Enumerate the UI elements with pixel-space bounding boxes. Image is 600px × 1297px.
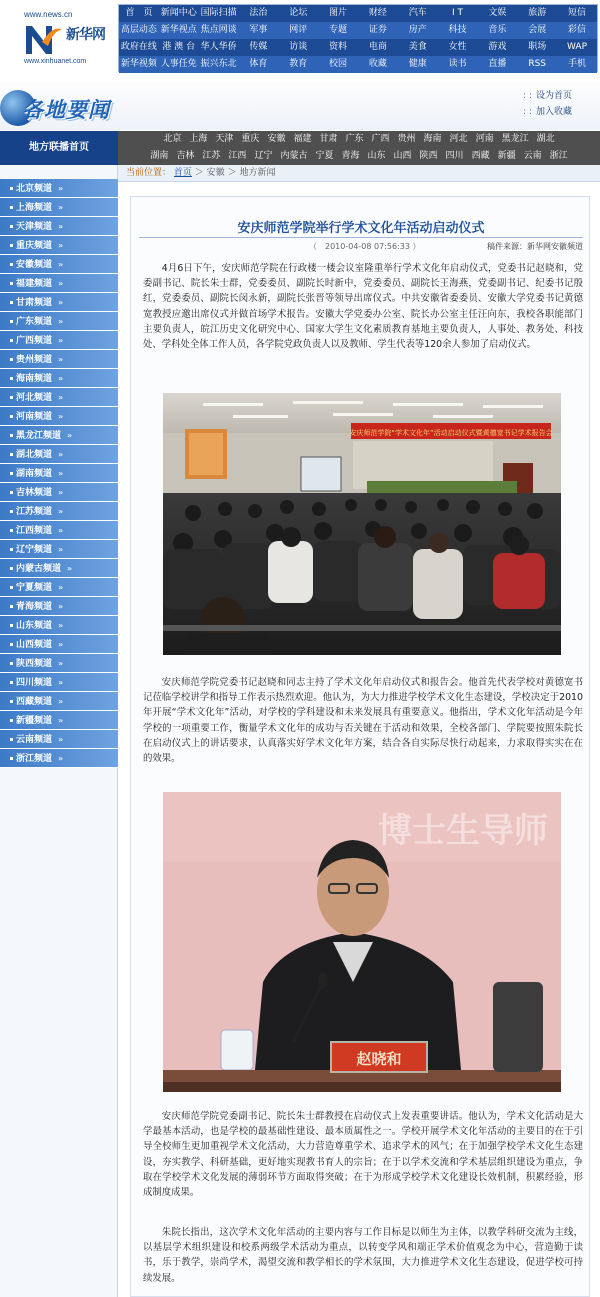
province-link[interactable]: 陕西 [419, 151, 438, 161]
bullet-icon [10, 339, 13, 342]
topnav-item[interactable]: 新闻中心 [160, 8, 197, 18]
photo-meeting-hall [163, 393, 561, 655]
article-paragraph-4: 朱院长指出，这次学术文化年活动的主要内容与工作目标是以师生为主体，以教学科研交流为主线，以基层学术组织建设和校系两级学术活动为重点，以转变学风和端正学术价值观念为中心，营造勤于读书，乐于教学，崇尚学术，渴望交流和教学相长的学术氛围，大力推进学术文化生态建设，促进学校可持续发展。 [143, 1227, 583, 1284]
chevron-right-icon: » [58, 545, 64, 554]
channel-list [0, 179, 118, 768]
meeting-hall-photo [163, 393, 561, 655]
topnav-item[interactable]: 教育 [289, 59, 308, 69]
topnav-item[interactable]: 财经 [368, 8, 387, 18]
province-link[interactable]: 广东 [345, 134, 364, 144]
title-divider [139, 237, 583, 238]
topnav-item[interactable]: 游戏 [488, 42, 507, 52]
channel-label: 安徽频道 [16, 260, 53, 270]
bullet-icon [10, 643, 13, 646]
logo-text: 新华网 [66, 27, 105, 43]
chevron-right-icon: » [58, 450, 64, 459]
topnav-item[interactable]: 房产 [408, 25, 427, 35]
topnav-item[interactable]: 短信 [568, 8, 587, 18]
topnav-item[interactable]: 焦点网谈 [200, 25, 237, 35]
province-link[interactable]: 海南 [423, 134, 442, 144]
topnav-item[interactable]: 振兴东北 [200, 59, 237, 69]
topnav-item[interactable]: 文娱 [488, 8, 507, 18]
channel-link[interactable] [0, 616, 118, 635]
topnav-item[interactable]: 彩信 [568, 25, 587, 35]
channel-link[interactable] [0, 350, 118, 369]
topnav-item[interactable]: 健康 [408, 59, 427, 69]
bullet-icon [10, 757, 13, 760]
chevron-right-icon: » [58, 507, 64, 516]
chevron-right-icon: » [58, 241, 64, 250]
chevron-right-icon: » [58, 659, 64, 668]
province-link[interactable]: 广西 [371, 134, 390, 144]
channel-label: 贵州频道 [16, 355, 53, 365]
bullet-icon [10, 567, 13, 570]
chevron-right-icon: » [58, 374, 64, 383]
xinhua-logo-icon [24, 22, 64, 56]
channel-label: 云南频道 [16, 735, 53, 745]
bullet-icon [10, 738, 13, 741]
province-link[interactable]: 山东 [367, 151, 386, 161]
article-paragraph-2: 安庆师范学院党委书记赵晓和同志主持了学术文化年启动仪式和报告会。他首先代表学校对黄德宽书记莅临学校讲学和指导工作表示热烈欢迎。他认为，为大力推进学校学术文化生态建设，学校决定于2010年开展“学术文化年”活动，对学校的学科建设和未来发展具有重要意义。他指出，学术文化年活动是今年学校的一项重要工作，衡量学术文化年的成功与否关键在于活动和效果，全校各部门、学院要按照朱院长在启动仪式上的讲话要求，认真落实好学术文化年方案，结合各自实际尽快行动起来，力求取得实实在在的效果。 [143, 677, 583, 765]
chevron-right-icon: » [58, 716, 64, 725]
article-date: （ 2010-04-08 07:56:33 ） [309, 242, 421, 251]
province-link[interactable]: 河南 [475, 134, 494, 144]
article-title: 安庆师范学院举行学术文化年活动启动仪式 [237, 221, 485, 236]
channel-label: 甘肃频道 [16, 298, 53, 308]
channel-link[interactable] [0, 388, 118, 407]
channel-label: 江苏频道 [16, 507, 53, 517]
province-link[interactable]: 青海 [341, 151, 360, 161]
channel-label: 河南频道 [16, 412, 53, 422]
bullet-icon [10, 415, 13, 418]
province-link[interactable]: 北京 [163, 134, 182, 144]
topnav-item[interactable]: WAP [567, 42, 588, 52]
article-panel [130, 196, 590, 1297]
topnav-item[interactable]: 国际扫描 [200, 8, 237, 18]
bullet-icon [10, 244, 13, 247]
set-homepage-link[interactable]: : : 设为首页 [523, 91, 572, 101]
channel-label: 湖南频道 [16, 469, 53, 479]
chevron-right-icon: » [58, 412, 64, 421]
province-link[interactable]: 云南 [523, 151, 542, 161]
bullet-icon [10, 586, 13, 589]
province-link[interactable]: 重庆 [241, 134, 260, 144]
breadcrumb-section: 地方新闻 [239, 168, 276, 178]
chevron-right-icon: » [58, 336, 64, 345]
topnav-item[interactable]: 校园 [329, 59, 348, 69]
add-favorite-link[interactable]: : : 加入收藏 [523, 107, 572, 117]
bullet-icon [10, 358, 13, 361]
topnav-item[interactable]: 女性 [448, 42, 467, 52]
bullet-icon [10, 491, 13, 494]
topnav-item[interactable]: 直播 [488, 59, 507, 69]
topnav-row-3 [119, 39, 597, 56]
channel-label: 内蒙古频道 [16, 564, 62, 574]
article-paragraph-3: 安庆师范学院党委副书记、院长朱士群教授在启动仪式上发表重要讲话。他认为，学术文化活动是大学最基本活动，也是学校的最基础性建设、最本质属性之一。学校开展学术文化年活动的主要目的在于引导全校师生更加重视学术文化活动，大力营造尊重学术、追求学术的风气；在于加强学校学术文化生态建设，夯实教学、科研基础，更好地实现教书育人的宗旨；在于以学术交流和学术基层组织建设为重点，争取在学校学术文化发展的薄弱环节方面取得突破；在于为形成学校学术文化建设长效机制，积累经验，形成制度成果。 [143, 1111, 583, 1199]
topnav-item[interactable]: 新华视点 [160, 25, 197, 35]
chevron-right-icon: » [58, 488, 64, 497]
chevron-right-icon: » [67, 431, 73, 440]
topnav-item[interactable]: I T [452, 8, 464, 18]
bullet-icon [10, 453, 13, 456]
channel-link[interactable] [0, 236, 118, 255]
hall-banner-text: 安庆师范学院“学术文化年”活动启动仪式暨黄德宽书记学术报告会 [349, 429, 553, 437]
channel-sidebar [0, 165, 118, 1297]
channel-link[interactable] [0, 293, 118, 312]
channel-label: 广西频道 [16, 336, 53, 346]
bullet-icon [10, 548, 13, 551]
province-link[interactable]: 天津 [215, 134, 234, 144]
province-link[interactable]: 福建 [293, 134, 312, 144]
channel-link[interactable] [0, 559, 118, 578]
topnav-item[interactable]: 传媒 [249, 42, 268, 52]
bullet-icon [10, 624, 13, 627]
bullet-icon [10, 434, 13, 437]
local-home-link[interactable]: 地方联播首页 [0, 131, 118, 165]
bullet-icon [10, 529, 13, 532]
channel-link[interactable] [0, 407, 118, 426]
topnav-row-4 [119, 56, 597, 73]
channel-label: 河北频道 [16, 393, 53, 403]
bullet-icon [10, 377, 13, 380]
topnav-item[interactable]: 政府在线 [120, 42, 157, 52]
article-paragraph-1: 4月6日下午，安庆师范学院在行政楼一楼会议室隆重举行学术文化年启动仪式，党委书记赵晓和，党委副书记、院长朱士群，党委委员、副院长时新中，党委委员、副院长王海燕，党委副书记、纪委书记殷红，党委委员、副院长闵永新，副院长张晋等领导出席仪式。中共安徽省委委员、安徽大学党委书记黄德宽教授应邀出席仪式并做首场学术报告。安徽大学党委办公室、院长办公室主任汪向东，我校各职能部门主要负责人，皖江历史文化研究中心、国家大学生文化素质教育基地主要负责人，人事处、教务处、科技处、学科处全体工作人员，各学院党政负责人以及教师、学生代表等120余人参加了启动仪式。 [143, 263, 583, 351]
channel-label: 福建频道 [16, 279, 53, 289]
province-link[interactable]: 湖南 [150, 151, 169, 161]
topnav-item[interactable]: 科技 [448, 25, 467, 35]
topnav-item[interactable]: 会展 [528, 25, 547, 35]
channel-link[interactable] [0, 331, 118, 350]
topnav-item[interactable]: 图片 [329, 8, 348, 18]
channel-link[interactable] [0, 578, 118, 597]
province-link[interactable]: 浙江 [549, 151, 568, 161]
topnav-item[interactable]: 首 页 [125, 8, 153, 18]
chevron-right-icon: » [58, 640, 64, 649]
chevron-right-icon: » [58, 279, 64, 288]
nameplate-text: 赵晓和 [356, 1050, 402, 1068]
topnav-item[interactable]: 美食 [408, 42, 427, 52]
channel-link[interactable] [0, 597, 118, 616]
channel-link[interactable] [0, 749, 118, 768]
breadcrumb-home[interactable]: 首页 [173, 168, 192, 178]
province-link[interactable]: 安徽 [267, 134, 286, 144]
channel-label: 天津频道 [16, 222, 53, 232]
province-link[interactable]: 江西 [228, 151, 247, 161]
topnav-item[interactable]: 体育 [249, 59, 268, 69]
channel-link[interactable] [0, 217, 118, 236]
channel-label: 浙江频道 [16, 754, 53, 764]
set-homepage-label: 设为首页 [535, 91, 572, 101]
topnav-item[interactable]: 论坛 [289, 8, 308, 18]
province-link[interactable]: 黑龙江 [501, 134, 529, 144]
channel-label: 北京频道 [16, 184, 53, 194]
chevron-right-icon: » [58, 298, 64, 307]
topnav-item[interactable]: 读书 [448, 59, 467, 69]
topnav-row-2 [119, 22, 597, 39]
topnav-item[interactable]: 网评 [289, 25, 308, 35]
channel-link[interactable] [0, 654, 118, 673]
chevron-right-icon: » [58, 697, 64, 706]
channel-label: 山西频道 [16, 640, 53, 650]
province-list [118, 131, 600, 165]
channel-link[interactable] [0, 179, 118, 198]
channel-label: 江西频道 [16, 526, 53, 536]
bullet-icon [10, 510, 13, 513]
breadcrumb-separator: ＞ [227, 168, 237, 178]
chevron-right-icon: » [58, 526, 64, 535]
channel-link[interactable] [0, 274, 118, 293]
bullet-icon [10, 700, 13, 703]
channel-link[interactable] [0, 635, 118, 654]
chevron-right-icon: » [58, 184, 64, 193]
bullet-icon [10, 320, 13, 323]
bullet-icon [10, 225, 13, 228]
channel-label: 新疆频道 [16, 716, 53, 726]
topnav-item[interactable]: 高层动态 [120, 25, 157, 35]
topnav-item[interactable]: 军事 [249, 25, 268, 35]
site-logo[interactable] [22, 10, 114, 68]
banner-title [0, 88, 130, 126]
bullet-icon [10, 282, 13, 285]
backdrop-text: 博士生导师 [378, 811, 548, 851]
topnav-item[interactable]: 法治 [249, 8, 268, 18]
channel-label: 西藏频道 [16, 697, 53, 707]
channel-label: 海南频道 [16, 374, 53, 384]
topnav-item[interactable]: 收藏 [368, 59, 387, 69]
channel-link[interactable] [0, 521, 118, 540]
province-link[interactable]: 内蒙古 [280, 151, 308, 161]
article-meta [139, 241, 583, 253]
region-banner [0, 82, 600, 130]
topnav-item[interactable]: 资料 [329, 42, 348, 52]
bullet-icon [10, 662, 13, 665]
province-link[interactable]: 宁夏 [315, 151, 334, 161]
logo-url-top: www.news.cn [24, 10, 73, 19]
chevron-right-icon: » [58, 317, 64, 326]
channel-label: 青海频道 [16, 602, 53, 612]
chevron-right-icon: » [58, 754, 64, 763]
province-link[interactable]: 上海 [189, 134, 208, 144]
topnav-item[interactable]: 旅游 [528, 8, 547, 18]
bullet-icon [10, 719, 13, 722]
bullet-icon [10, 396, 13, 399]
topnav-item[interactable]: 访谈 [289, 42, 308, 52]
topnav-item[interactable]: 人事任免 [160, 59, 197, 69]
bullet-icon [10, 263, 13, 266]
breadcrumb [118, 165, 600, 182]
chevron-right-icon: » [58, 735, 64, 744]
topnav-item[interactable]: 职场 [528, 42, 547, 52]
topnav-item[interactable]: 华人华侨 [200, 42, 237, 52]
chevron-right-icon: » [58, 203, 64, 212]
channel-label: 四川频道 [16, 678, 53, 688]
breadcrumb-label: 当前位置： [126, 168, 172, 178]
channel-label: 上海频道 [16, 203, 53, 213]
logo-url-bottom: www.xinhuanet.com [24, 58, 87, 65]
chevron-right-icon: » [58, 602, 64, 611]
channel-link[interactable] [0, 464, 118, 483]
province-link[interactable]: 新疆 [497, 151, 516, 161]
banner-links [523, 88, 572, 120]
channel-label: 黑龙江频道 [16, 431, 62, 441]
topnav-item[interactable]: RSS [528, 59, 547, 69]
province-link[interactable]: 山西 [393, 151, 412, 161]
channel-link[interactable] [0, 369, 118, 388]
channel-label: 湖北频道 [16, 450, 53, 460]
breadcrumb-province[interactable]: 安徽 [206, 168, 225, 178]
channel-link[interactable] [0, 198, 118, 217]
channel-link[interactable] [0, 730, 118, 749]
province-link[interactable]: 贵州 [397, 134, 416, 144]
topnav-item[interactable]: 港 澳 台 [162, 42, 196, 52]
channel-label: 宁夏频道 [16, 583, 53, 593]
add-favorite-label: 加入收藏 [535, 107, 572, 117]
chevron-right-icon: » [58, 393, 64, 402]
channel-link[interactable] [0, 692, 118, 711]
site-header [0, 0, 600, 76]
chevron-right-icon: » [58, 583, 64, 592]
channel-label: 广东频道 [16, 317, 53, 327]
topnav-item[interactable]: 证券 [368, 25, 387, 35]
topnav-item[interactable]: 手机 [568, 59, 587, 69]
bullet-icon [10, 301, 13, 304]
channel-link[interactable] [0, 255, 118, 274]
province-row-2 [118, 148, 600, 165]
banner-title-text: 各地要闻 [22, 98, 110, 122]
topnav-item[interactable]: 汽车 [408, 8, 427, 18]
topnav-item[interactable]: 新华视频 [120, 59, 157, 69]
province-navigation [0, 131, 600, 165]
speaker-photo [163, 792, 561, 1092]
province-link[interactable]: 湖北 [536, 134, 555, 144]
topnav-row-1 [119, 5, 597, 22]
channel-link[interactable] [0, 426, 118, 445]
province-link[interactable]: 甘肃 [319, 134, 338, 144]
chevron-right-icon: » [58, 621, 64, 630]
channel-link[interactable] [0, 312, 118, 331]
bullet-icon [10, 472, 13, 475]
chevron-right-icon: » [58, 222, 64, 231]
chevron-right-icon: » [67, 564, 73, 573]
province-link[interactable]: 河北 [449, 134, 468, 144]
bullet-icon [10, 187, 13, 190]
province-link[interactable]: 辽宁 [254, 151, 273, 161]
channel-label: 重庆频道 [16, 241, 53, 251]
province-link[interactable]: 江苏 [202, 151, 221, 161]
channel-link[interactable] [0, 502, 118, 521]
breadcrumb-separator: ＞ [194, 168, 204, 178]
bullet-icon [10, 605, 13, 608]
chevron-right-icon: » [58, 469, 64, 478]
channel-label: 吉林频道 [16, 488, 53, 498]
topnav-item[interactable]: 音乐 [488, 25, 507, 35]
channel-link[interactable] [0, 483, 118, 502]
chevron-right-icon: » [58, 355, 64, 364]
province-link[interactable]: 西藏 [471, 151, 490, 161]
bullet-icon [10, 206, 13, 209]
province-link[interactable]: 四川 [445, 151, 464, 161]
bullet-icon [10, 681, 13, 684]
photo-speaker [163, 792, 561, 1092]
channel-link[interactable] [0, 711, 118, 730]
top-navigation [118, 4, 598, 72]
province-link[interactable]: 吉林 [176, 151, 195, 161]
channel-label: 陕西频道 [16, 659, 53, 669]
channel-link[interactable] [0, 673, 118, 692]
channel-label: 辽宁频道 [16, 545, 53, 555]
province-row-1 [118, 131, 600, 148]
channel-link[interactable] [0, 445, 118, 464]
channel-label: 山东频道 [16, 621, 53, 631]
chevron-right-icon: » [58, 260, 64, 269]
topnav-item[interactable]: 专题 [329, 25, 348, 35]
article-source: 稿件来源：新华网安徽频道 [487, 242, 583, 251]
channel-link[interactable] [0, 540, 118, 559]
topnav-item[interactable]: 电商 [368, 42, 387, 52]
chevron-right-icon: » [58, 678, 64, 687]
